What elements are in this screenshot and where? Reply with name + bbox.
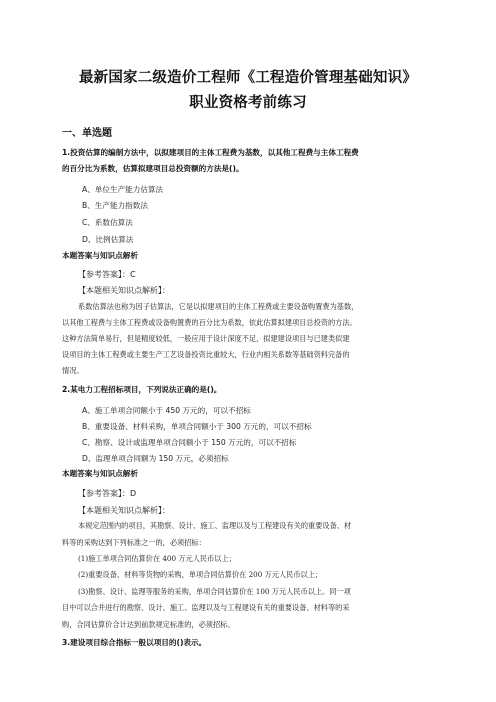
question-2-option-c: C、勘察、设计或监理单项合同额小于 150 万元的，可以不招标 bbox=[82, 438, 297, 447]
question-2-explanation-line5: (3)勘察、设计、监理等服务的采购，单项合同估算价在 100 万元人民币以上。同一项 bbox=[78, 587, 351, 596]
question-1-explanation-line5: 情况。 bbox=[62, 366, 84, 375]
question-2-explanation-line6: 目中可以合并进行的勘察、设计、施工、监理以及与工程建设有关的重要设备、材料等的采 bbox=[62, 603, 350, 612]
question-2-explanation-line3: (1)施工单项合同估算价在 400 万元人民币以上； bbox=[78, 554, 236, 563]
question-2-explanation-line1: 本规定范围内的项目，其勘察、设计、施工、监理以及与工程建设有关的重要设备、材 bbox=[78, 521, 352, 530]
question-1-explanation-line3: 这种方法简单易行，但是精度较低，一般应用于设计深度不足，拟建建设项目与已建类似建 bbox=[62, 334, 350, 343]
question-3-line1: 3.建设项目综合指标一般以项目的()表示。 bbox=[62, 638, 207, 647]
question-2-line1: 2.某电力工程招标项目，下列说法正确的是()。 bbox=[62, 385, 222, 394]
question-1-explanation-line2: 以其他工程费与主体工程费或设备购置费的百分比为系数，依此估算拟建项目总投资的方法。 bbox=[62, 318, 357, 327]
question-2-option-b: B、重要设备、材料采购，单项合同额小于 300 万元的，可以不招标 bbox=[82, 422, 312, 431]
question-2-explanation-line4: (2)重要设备、材料等货物的采购，单项合同估算价在 200 万元人民币以上； bbox=[78, 570, 323, 579]
question-2-analysis-heading: 本题答案与知识点解析 bbox=[62, 469, 138, 478]
question-1-option-d: D、比例估算法 bbox=[82, 235, 134, 244]
question-1-explanation-line4: 设项目的主体工程费或主要生产工艺设备投资比重较大，行业内相关系数等基础资料完备的 bbox=[62, 350, 350, 359]
question-1-knowledge-label: 【本题相关知识点解析】： bbox=[78, 286, 170, 295]
question-2-knowledge-label: 【本题相关知识点解析】： bbox=[78, 506, 170, 515]
question-1-option-c: C、系数估算法 bbox=[82, 218, 133, 227]
question-1-option-a: A、单位生产能力估算法 bbox=[82, 185, 164, 194]
question-1-answer: 【参考答案】：C bbox=[78, 270, 136, 279]
question-2-option-a: A、施工单项合同额小于 450 万元的，可以不招标 bbox=[82, 406, 251, 415]
question-1-explanation-line1: 系数估算法也称为因子估算法，它是以拟建项目的主体工程费或主要设备购置费为基数， bbox=[78, 302, 359, 311]
question-1-line1: 1.投资估算的编制方法中，以拟建项目的主体工程费为基数，以其他工程费与主体工程费 bbox=[62, 148, 359, 157]
question-1-line2: 的百分比为系数，估算拟建项目总投资额的方法是()。 bbox=[62, 164, 244, 173]
question-2-explanation-line7: 购，合同估算价合计达到前款规定标准的，必须招标。 bbox=[62, 620, 235, 629]
question-2-explanation-line2: 料等的采购达到下列标准之一的，必须招标： bbox=[62, 538, 206, 547]
question-2-option-d: D、监理单项合同额为 150 万元，必须招标 bbox=[82, 454, 229, 463]
document-title-line2: 职业资格考前练习 bbox=[189, 95, 307, 111]
section-heading-single-choice: 一、单选题 bbox=[62, 128, 112, 139]
question-1-analysis-heading: 本题答案与知识点解析 bbox=[62, 251, 138, 260]
question-1-option-b: B、生产能力指数法 bbox=[82, 201, 148, 210]
question-2-answer: 【参考答案】：D bbox=[78, 489, 137, 498]
document-title-line1: 最新国家二级造价工程师《工程造价管理基础知识》 bbox=[78, 70, 418, 86]
